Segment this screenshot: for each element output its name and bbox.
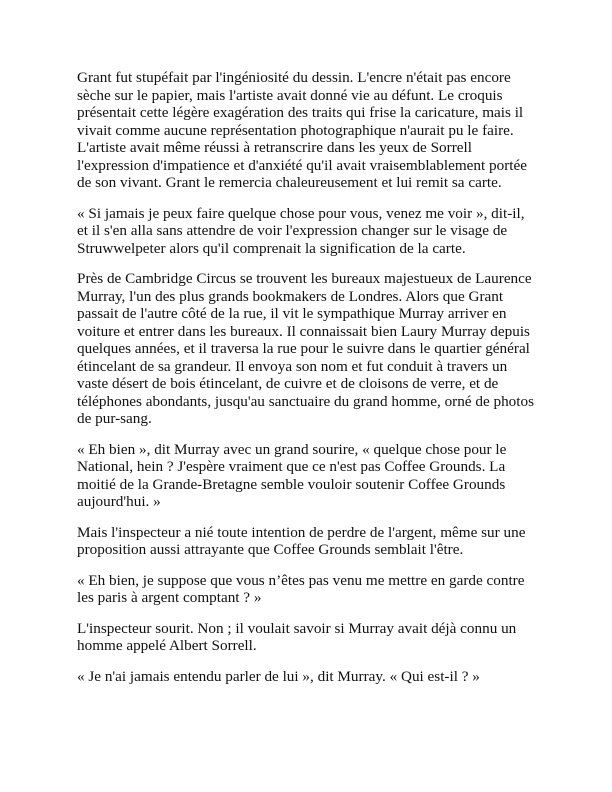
paragraph-4: « Eh bien », dit Murray avec un grand sourire, « quelque chose pour le National, hein ? J'espère vraiment que ce n'est pas Coffee Grounds. La moitié de la Grande-Bretagne semble vouloir soutenir Coffee Grounds aujourd'hui. » — [77, 440, 507, 510]
paragraph-6: « Eh bien, je suppose que vous n’êtes pas venu me mettre en garde contre les paris à argent comptant ? » — [77, 571, 525, 606]
paragraph-5: Mais l'inspecteur a nié toute intention de perdre de l'argent, même sur une proposition aussi attrayante que Coffee Grounds semblait l'être. — [77, 523, 526, 558]
paragraph-3: Près de Cambridge Circus se trouvent les bureaux majestueux de Laurence Murray, l'un des plus grands bookmakers de Londres. Alors que Grant passait de l'autre côté de la rue, il vit le sympathique Murray arriver en voiture et entrer dans les bureaux. Il connaissait bien Laury Murray depuis quelques années, et il traversa la rue pour le suivre dans le quartier général étincelant de sa grandeur. Il envoya son nom et fut conduit à travers un vaste désert de bois étincelant, de cuivre et de cloisons de verre, et de téléphones abondants, jusqu'au sanctuaire du grand homme, orné de photos de pur-sang. — [77, 270, 534, 427]
paragraph-8: « Je n'ai jamais entendu parler de lui », dit Murray. « Qui est-il ? » — [77, 667, 480, 685]
paragraph-1: Grant fut stupéfait par l'ingéniosité du dessin. L'encre n'était pas encore sèche sur le papier, mais l'artiste avait donné vie au défunt. Le croquis présentait cette légère exagération des traits qui frise la caricature, mais il vivait comme aucune représentation photographique n'aurait pu le faire. L'artiste avait même réussi à retranscrire dans les yeux de Sorrell l'expression d'impatience et d'anxiété qu'il avait vraisemblablement portée de son vivant. Grant le remercia chaleureusement et lui remit sa carte. — [77, 69, 527, 191]
document-page — [77, 69, 539, 698]
paragraph-2: « Si jamais je peux faire quelque chose pour vous, venez me voir », dit-il, et il s'en alla sans attendre de voir l'expression changer sur le visage de Struwwelpeter alors qu'il comprenait la signification de la carte. — [77, 204, 525, 257]
paragraph-7: L'inspecteur sourit. Non ; il voulait savoir si Murray avait déjà connu un homme appelé Albert Sorrell. — [77, 619, 517, 654]
